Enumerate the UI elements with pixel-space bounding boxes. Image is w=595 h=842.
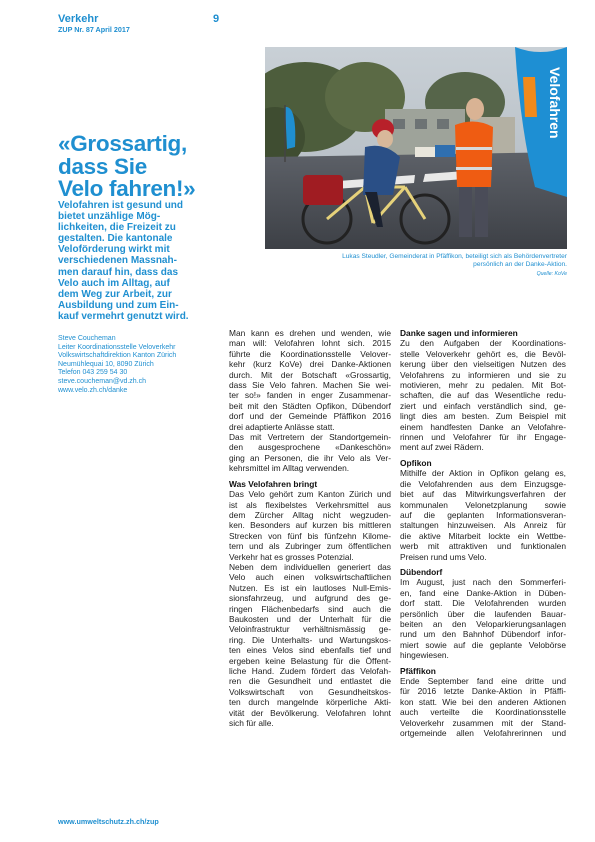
body-line: ter so!» fanden in enger Zusammenar- bbox=[229, 390, 391, 401]
body-line: man will: Velofahren lohnt sich. 2015 bbox=[229, 338, 391, 349]
body-line: drei adaptierte Anlässe statt. bbox=[229, 421, 335, 432]
body-line: staltungen hinzuweisen. Als Anreiz für bbox=[400, 520, 566, 531]
body-line: lingt dies am besten. Zum Beispiel mit bbox=[400, 411, 566, 422]
author-phone: Telefon 043 259 54 30 bbox=[58, 369, 128, 377]
body-line: persönlich über die laufenden Bauar- bbox=[400, 608, 566, 619]
body-line: ortgemeinde allen Velofahrerinnen und bbox=[400, 728, 566, 739]
body-line: sich für alle. bbox=[229, 718, 274, 729]
body-line: kehrsmittel im Alltag verwenden. bbox=[229, 463, 350, 474]
body-line: Velofahrens zu informieren und sie zu bbox=[400, 369, 566, 380]
body-line: dorf und der Gemeinde Pfäffikon 2016 bbox=[229, 411, 391, 422]
lead-line: men darauf hin, dass das bbox=[58, 266, 179, 278]
footer-url-link[interactable]: www.umweltschutz.zh.ch/zup bbox=[58, 817, 159, 826]
lead-line: kauf vermehrt genutzt wird. bbox=[58, 310, 189, 322]
body-line: dorf statt. Die Velofahrenden wurden bbox=[400, 598, 566, 609]
author-role: Leiter Koordinationsstelle Veloverkehr bbox=[58, 343, 176, 351]
photo-caption bbox=[265, 253, 567, 269]
body-line: biet auf das Mitwirkungsverfahren der bbox=[400, 489, 566, 500]
author-department: Volkswirtschaftdirektion Kanton Zürich bbox=[58, 352, 177, 360]
lead-paragraph bbox=[58, 200, 233, 322]
subheading: Was Velofahren bringt bbox=[229, 478, 318, 489]
lead-line: Velo auch im Alltag, auf bbox=[58, 277, 170, 289]
body-line: rund um den Bahnhof Dübendorf infor- bbox=[400, 629, 566, 640]
body-line: kerung über den vielseitigen Nutzen des bbox=[400, 359, 566, 370]
caption-line: persönlich an der Danke-Aktion. bbox=[473, 261, 567, 269]
body-line: auch verteilte die Koordinationsstelle bbox=[400, 707, 566, 718]
headline-line: «Grossartig, bbox=[58, 131, 187, 156]
body-line: die Velofahrenden aus dem Einzugsge- bbox=[400, 478, 566, 489]
lead-line: Veloförderung wirkt mit bbox=[58, 244, 170, 256]
lead-line: lichkeiten, die Freizeit zu bbox=[58, 222, 176, 234]
body-line: Neben dem individuellen generiert das bbox=[229, 561, 391, 572]
body-line: en, fand eine Danke-Aktion in Düben- bbox=[400, 587, 566, 598]
headline-line: Velo fahren!» bbox=[58, 176, 196, 201]
lead-line: Ausbildung und zum Ein- bbox=[58, 299, 179, 311]
body-line: ist als flexibelstes Verkehrsmittel aus bbox=[229, 499, 391, 510]
lead-line: verschiedenen Massnah- bbox=[58, 255, 177, 267]
body-line: ken. Besonders auf kurzen bis mittleren bbox=[229, 520, 391, 531]
body-column-1 bbox=[229, 328, 391, 728]
body-line: kommunalen Velonetzplanung sowie bbox=[400, 499, 566, 510]
body-line: miert sowie auf die geplante Velobörse bbox=[400, 639, 566, 650]
body-line: kehr (kurz KoVe) drei Danke-Aktionen bbox=[229, 359, 391, 370]
body-line: Velo auch einen volkswirtschaftlichen bbox=[229, 572, 391, 583]
body-line: ten durch mangelnde körperliche Akti- bbox=[229, 697, 391, 708]
lead-line: dem Weg zur Arbeit, zur bbox=[58, 288, 172, 300]
body-line: dem Zürcher Alltag nicht wegzuden- bbox=[229, 509, 391, 520]
lead-line: gestalten. Die kantonale bbox=[58, 233, 173, 245]
body-line: ringen Flächenbedarfs sind auch die bbox=[229, 603, 391, 614]
body-line: ergeben keine Belastung für die Öffent- bbox=[229, 655, 391, 666]
body-line: Das mit Vertretern der Standortgemein- bbox=[229, 432, 391, 443]
headline-line: dass Sie bbox=[58, 153, 147, 179]
body-line: hingewiesen. bbox=[400, 650, 449, 661]
body-line: dass Sie Velo fahren. Machen Sie wei- bbox=[229, 380, 391, 391]
body-line: für 2016 letzte Danke-Aktion in Pfäffi- bbox=[400, 686, 566, 697]
body-line: die aktive Mitarbeit lockte ein Wettbe- bbox=[400, 530, 566, 541]
body-line: kon statt. Wie bei den anderen Aktionen bbox=[400, 696, 566, 707]
author-contact bbox=[58, 335, 233, 395]
banner-text: Velofahren bbox=[547, 67, 563, 139]
body-line: durch. Mit der Botschaft «Grossartig, bbox=[229, 369, 391, 380]
body-line: auf die geplanten Informationsveran- bbox=[400, 509, 566, 520]
body-line: ging an Personen, die ihr Velo als Ver- bbox=[229, 452, 391, 463]
body-line: Man kann es drehen und wenden, wie bbox=[229, 328, 391, 338]
body-line: Veloinfrastruktur verhältnismässig ge- bbox=[229, 624, 391, 635]
lead-line: bietet unzählige Mög- bbox=[58, 211, 161, 223]
body-line: werb mit attraktiven und funktionalen bbox=[400, 541, 566, 552]
website-link[interactable]: www.velo.zh.ch/danke bbox=[58, 386, 128, 394]
issue-label: ZUP Nr. 87 April 2017 bbox=[58, 25, 130, 34]
body-line: tern und als Zubringer zum öffentlichen bbox=[229, 541, 391, 552]
author-email-link[interactable]: steve.coucheman@vd.zh.ch bbox=[58, 377, 147, 385]
page-number: 9 bbox=[213, 13, 220, 25]
body-line: Baukosten und der Unterhalt für die bbox=[229, 613, 391, 624]
subheading: Pfäffikon bbox=[400, 665, 436, 676]
subheading: Dübendorf bbox=[400, 566, 443, 577]
body-line: ziert und einfach verständlich sind, ge- bbox=[400, 400, 566, 411]
body-line: einem handfesten Danke an Velofahre- bbox=[400, 421, 566, 432]
body-line: liche Hand. Zudem fördert das Velofah- bbox=[229, 666, 391, 676]
subheading: Opfikon bbox=[400, 457, 432, 468]
body-line: stelle Veloverkehr gehört es, die Bevöl- bbox=[400, 348, 566, 359]
body-line: schaften, die auf das Wesentliche redu- bbox=[400, 390, 566, 401]
body-line: Zu den Aufgaben der Koordinations- bbox=[400, 338, 566, 349]
body-line: beiten an den Veloparkierungsanlagen bbox=[400, 618, 566, 629]
body-line: rinnen und Velofahrer für ihr Engage- bbox=[400, 432, 566, 443]
body-line: Verkehr hat es grosses Potenzial. bbox=[229, 551, 354, 562]
body-line: Veloverkehr zusammen mit der Stand- bbox=[400, 717, 566, 728]
body-line: Nutzen. Es ist ein lautloses Null-Emis- bbox=[229, 582, 391, 593]
section-title: Verkehr bbox=[58, 13, 99, 25]
body-line: Das Velo gehört zum Kanton Zürich und bbox=[229, 489, 391, 500]
body-line: Mithilfe der Aktion in Opfikon gelang es, bbox=[400, 468, 566, 479]
body-line: motivieren, mehr zu pedalen. Mit Bot- bbox=[400, 380, 566, 391]
body-line: ren die Gesundheit und entlastet die bbox=[229, 676, 391, 687]
body-line: beit mit den Städten Opfikon, Dübendorf bbox=[229, 400, 391, 411]
caption-line: Lukas Steudler, Gemeinderat in Pfäffikon, beteiligt sich als Behördenvertreter bbox=[342, 253, 567, 260]
body-line: ten eines Velos sind ebenfalls tief und bbox=[229, 645, 391, 656]
headline bbox=[58, 133, 258, 201]
subheading: Danke sagen und informieren bbox=[400, 328, 518, 338]
lead-line: Velofahren ist gesund und bbox=[58, 200, 184, 211]
body-line: vität der Bevölkerung. Velofahren lohnt bbox=[229, 707, 391, 718]
body-line: sionsfahrzeug, und aufgrund des ge- bbox=[229, 593, 391, 604]
body-line: Im August, just nach den Sommerferi- bbox=[400, 577, 566, 588]
photo-credit: Quelle: KoVe bbox=[536, 271, 567, 277]
body-column-2 bbox=[400, 328, 566, 738]
body-line: ment auf zwei Rädern. bbox=[400, 442, 484, 453]
body-line: Strecken von fünf bis fünfzehn Kilome- bbox=[229, 530, 391, 541]
body-line: führte die Koordinationsstelle Velover- bbox=[229, 348, 391, 359]
body-line: ring. Die Unterhalts- und Wartungskos- bbox=[229, 634, 391, 645]
author-address: Neumühlequai 10, 8090 Zürich bbox=[58, 360, 154, 368]
author-name: Steve Coucheman bbox=[58, 335, 116, 342]
body-line: den ausgesprochene «Dankeschön» bbox=[229, 442, 391, 453]
body-line: Preisen rund ums Velo. bbox=[400, 551, 487, 562]
article-photo bbox=[265, 47, 567, 249]
body-line: Ende September fand eine dritte und bbox=[400, 676, 566, 686]
body-line: Volkswirtschaft von Gesundheitskos- bbox=[229, 686, 391, 697]
